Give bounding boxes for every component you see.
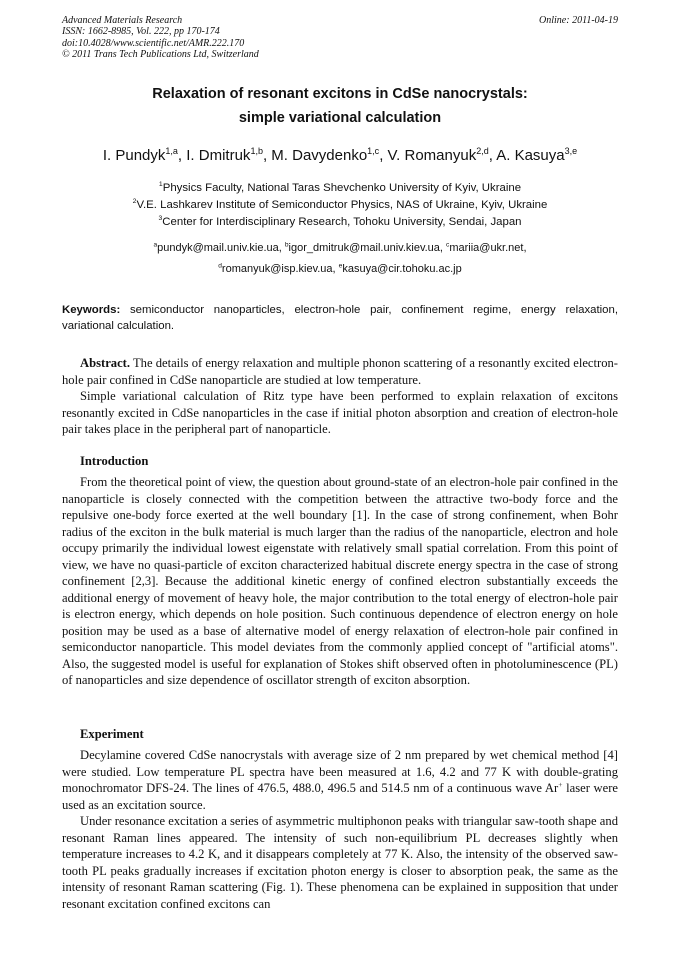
- author: I. Dmitruk$^{1,b}$,: [186, 146, 272, 164]
- abstract-paragraph: Abstract. The details of energy relaxation and multiple phonon scattering of a resonantly excited electron-hole pair confined in CdSe nanoparticle are studied at low temperature.: [62, 356, 618, 387]
- experiment-paragraph: Under resonance excitation a series of asymmetric multiphonon peaks with triangular saw-tooth shape and resonant Raman lines appeared. The intensity of such non-equilibrium PL decreases slightly when temperature increases to 4.2 K, and it disappears completely at 77 K. Also, the intensity of the observed saw-tooth PL peaks gradually increases if excitation photon energy is closer to absorption peak, the same as the intensity of resonant Raman scattering (Fig. 1). These phenomena can be explained in supposition that under resonant excitation confined excitons can: [62, 814, 618, 911]
- abstract-paragraph: Simple variational calculation of Ritz type have been performed to explain relaxation of excitons resonantly excited in CdSe nanoparticles in the case if initial photon absorption and creation of electron-hole pair takes place in the peripheral part of nanoparticle.: [62, 389, 618, 436]
- introduction-paragraph: From the theoretical point of view, the question about ground-state of an electron-hole pair confined in the nanoparticle is closely connected with the competition between the attractive two-body force and the repulsive one-body force exerted at the well boundary [1]. In the case of strong confinement, when Bohr radius of the exciton in the bulk material is much larger than the radius of the nanoparticle, electron and hole occupy primarily the individual lowest eigenstate with relatively small spatial correlation. From this point of view, we have no quasi-particle of exciton characterized habitual discrete energy spectra in the case of strong confinement [2,3]. Because the additional kinetic energy of confined electron substantially exceeds the additional energy of movement of heavy hole, the major contribution to the total energy of electron-hole pair is electron energy, which depends on hole position. Such continuous dependence of electron energy on hole position may be used as a base of alternative model of energy relaxation of electron-hole pair confined in semiconductor nanoparticle. This model deviates from the commonly applied concept of "artificial atoms". Also, the suggested model is useful for explanation of Stokes shift observed often in photoluminescence (PL) of nanoparticles and size dependence of oscillator strength of exciton absorption.: [62, 475, 618, 687]
- email-link[interactable]: kasuya@cir.tohoku.ac.jp: [342, 263, 462, 275]
- affiliation: $^2$V.E. Lashkarev Institute of Semiconductor Physics, NAS of Ukraine, Kyiv, Ukraine: [132, 198, 548, 211]
- email-link[interactable]: mariia@ukr.net,: [449, 242, 527, 254]
- keywords: [62, 302, 618, 334]
- title-line-1: Relaxation of resonant excitons in CdSe nanocrystals:: [152, 86, 528, 102]
- doi-line: doi:10.4028/www.scientific.net/AMR.222.170: [62, 37, 245, 49]
- experiment-body: [62, 747, 618, 912]
- section-heading-experiment: Experiment: [80, 727, 144, 741]
- section-heading-introduction: Introduction: [80, 454, 149, 468]
- experiment-paragraph: Decylamine covered CdSe nanocrystals with average size of 2 nm prepared by wet chemical method [4] were studied. Low temperature PL spectra have been measured at 1.6, 4.2 and 77 K with double-grating monochromator DFS-24. The lines of 476.5, 488.0, 496.5 and 514.5 nm of a continuous wave Ar+ laser were used as an excitation source.: [62, 748, 618, 812]
- affiliation: $^1$Physics Faculty, National Taras Shevchenko University of Kyiv, Ukraine: [158, 181, 522, 194]
- affiliation: $^3$Center for Interdisciplinary Research, Tohoku University, Sendai, Japan: [158, 215, 522, 228]
- email-link[interactable]: romanyuk@isp.kiev.ua,: [221, 263, 339, 275]
- email-link[interactable]: igor_dmitruk@mail.univ.kiev.ua,: [288, 242, 447, 254]
- email-line-2: $^d$romanyuk@isp.kiev.ua, $^e$kasuya@cir.tohoku.ac.jp: [218, 262, 462, 275]
- email-line-1: $^a$pundyk@mail.univ.kie.ua, $^b$igor_dmitruk@mail.univ.kiev.ua, $^c$mariia@ukr.net,: [153, 241, 527, 254]
- abstract: [62, 355, 618, 438]
- author: V. Romanyuk$^{2,d}$,: [387, 146, 497, 164]
- author: I. Pundyk$^{1,a}$,: [102, 146, 187, 164]
- keywords-label: Keywords:: [62, 304, 121, 316]
- issn-line: ISSN: 1662-8985, Vol. 222, pp 170-174: [62, 26, 220, 38]
- email-link[interactable]: pundyk@mail.univ.kie.ua,: [157, 242, 285, 254]
- title-line-2: simple variational calculation: [238, 110, 442, 126]
- introduction-body: [62, 474, 618, 689]
- journal-header: [62, 15, 618, 60]
- paper-title: [62, 82, 618, 130]
- abstract-label: Abstract.: [80, 356, 131, 370]
- author: A. Kasuya$^{3,e}$: [496, 146, 578, 164]
- keywords-text: semiconductor nanoparticles, electron-hole pair, confinement regime, energy relaxation, variational calculation.: [62, 304, 618, 332]
- copyright-line: © 2011 Trans Tech Publications Ltd, Switzerland: [62, 48, 259, 60]
- journal-name: Advanced Materials Research: [62, 15, 183, 26]
- author-list: [62, 146, 618, 166]
- email-list: [62, 238, 618, 280]
- online-date: Online: 2011-04-19: [539, 15, 618, 26]
- affiliations: [62, 180, 618, 231]
- author: M. Davydenko$^{1,c}$,: [271, 146, 388, 164]
